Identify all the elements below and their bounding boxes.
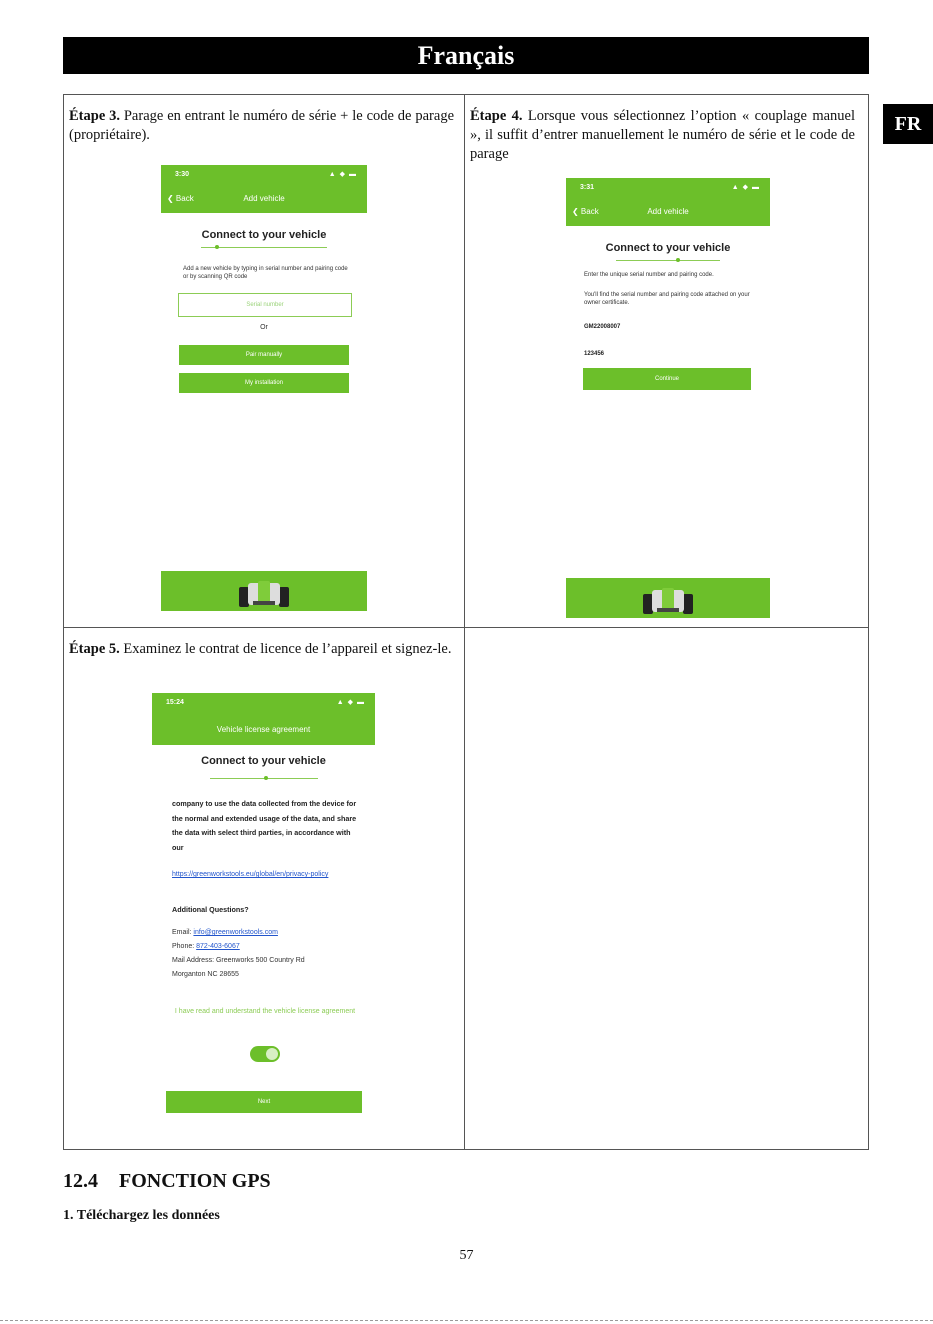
progress-dot: [215, 245, 219, 249]
step-4-cell: [465, 95, 869, 627]
instruction-text: Enter the unique serial number and pairing code.: [584, 272, 714, 278]
continue-button[interactable]: Continue: [583, 368, 751, 390]
status-time: 15:24: [166, 699, 184, 706]
progress-indicator: [616, 260, 720, 261]
step-3-text: [69, 107, 454, 145]
steps-table: [63, 94, 869, 1150]
instruction-hint: You'll find the serial number and pairing code attached on your owner certificate.: [584, 292, 750, 306]
step-4-description: Lorsque vous sélectionnez l’option « couplage manuel », il suffit d’entrer manuellement le numéro de série et le code de parage: [470, 108, 855, 162]
step-5-label: Étape 5.: [69, 641, 120, 657]
page-number: 57: [459, 1248, 474, 1263]
mower-image-band: [161, 571, 367, 611]
instruction-text: Add a new vehicle by typing in serial number and pairing code or by scanning QR code: [183, 266, 348, 280]
section-title: FONCTION GPS: [119, 1170, 271, 1192]
additional-questions-heading: Additional Questions?: [172, 905, 249, 914]
mower-image: [237, 577, 291, 609]
app-header: [161, 165, 367, 213]
email-label: Email:: [172, 929, 192, 936]
agreement-toggle[interactable]: [250, 1046, 280, 1062]
progress-indicator: [210, 778, 318, 779]
step-5-cell: [64, 628, 464, 1150]
step-4-text: [470, 107, 855, 164]
step-5-screenshot: [152, 693, 375, 1140]
step-3-screenshot: [161, 165, 367, 611]
mower-image-band: [566, 578, 770, 618]
email-link[interactable]: info@greenworkstools.com: [193, 929, 278, 936]
privacy-policy-link[interactable]: https://greenworkstools.eu/global/en/privacy-policy: [172, 871, 329, 878]
step-5-text: [69, 640, 454, 659]
mail-address: Mail Address: Greenworks 500 Country Rd: [172, 957, 305, 964]
pair-manually-button[interactable]: Pair manually: [179, 345, 349, 365]
step-4-screenshot: [566, 178, 770, 618]
section-heading: [63, 1170, 271, 1193]
agreement-text: I have read and understand the vehicle license agreement: [174, 1008, 356, 1015]
toggle-knob: [266, 1048, 278, 1060]
phone-link[interactable]: 872-403-6067: [196, 943, 240, 950]
nav-title: Add vehicle: [243, 194, 285, 203]
nav-title: Add vehicle: [647, 207, 689, 216]
contact-phone: [172, 943, 240, 950]
step-3-label: Étape 3.: [69, 108, 120, 124]
back-button[interactable]: ❮ Back: [572, 207, 599, 216]
screen-title: Connect to your vehicle: [201, 755, 326, 767]
or-separator: Or: [260, 324, 268, 331]
pairing-code-field[interactable]: 123456: [584, 351, 605, 357]
status-time: 3:31: [580, 184, 595, 191]
back-button[interactable]: ❮ Back: [167, 194, 194, 203]
progress-indicator: [201, 247, 327, 248]
mower-image: [641, 584, 695, 616]
screen-title: Connect to your vehicle: [605, 242, 731, 254]
step-4-label: Étape 4.: [470, 108, 523, 124]
status-icons: ▲ ◆ ▬: [336, 699, 365, 706]
app-header: [152, 693, 375, 745]
subsection-heading: 1. Téléchargez les données: [63, 1208, 220, 1223]
status-icons: ▲ ◆ ▬: [731, 184, 760, 191]
language-banner: Français: [63, 37, 869, 74]
phone-label: Phone:: [172, 943, 195, 950]
language-tab: FR: [883, 104, 933, 144]
next-button[interactable]: Next: [166, 1091, 362, 1113]
nav-title: Vehicle license agreement: [216, 725, 311, 734]
license-text: company to use the data collected from the device for the normal and extended usage of the data, and share the data with select third parties, in accordance with our: [172, 799, 357, 852]
progress-dot: [676, 258, 680, 262]
mail-city: Morganton NC 28655: [172, 971, 239, 978]
serial-number-input[interactable]: Serial number: [178, 293, 352, 317]
section-number: 12.4: [63, 1170, 98, 1192]
step-3-description: Parage en entrant le numéro de série + le code de parage (propriétaire).: [69, 108, 454, 143]
status-time: 3:30: [175, 171, 190, 178]
status-icons: ▲ ◆ ▬: [328, 171, 357, 178]
contact-email: [172, 929, 278, 936]
page-bottom-rule: [0, 1320, 933, 1321]
step-3-cell: [64, 95, 464, 627]
progress-dot: [264, 776, 268, 780]
serial-number-field[interactable]: GM22008007: [584, 324, 621, 330]
my-installation-button[interactable]: My installation: [179, 373, 349, 393]
screen-title: Connect to your vehicle: [201, 229, 327, 241]
step-5-description: Examinez le contrat de licence de l’appareil et signez-le.: [119, 641, 452, 657]
app-header: [566, 178, 770, 226]
